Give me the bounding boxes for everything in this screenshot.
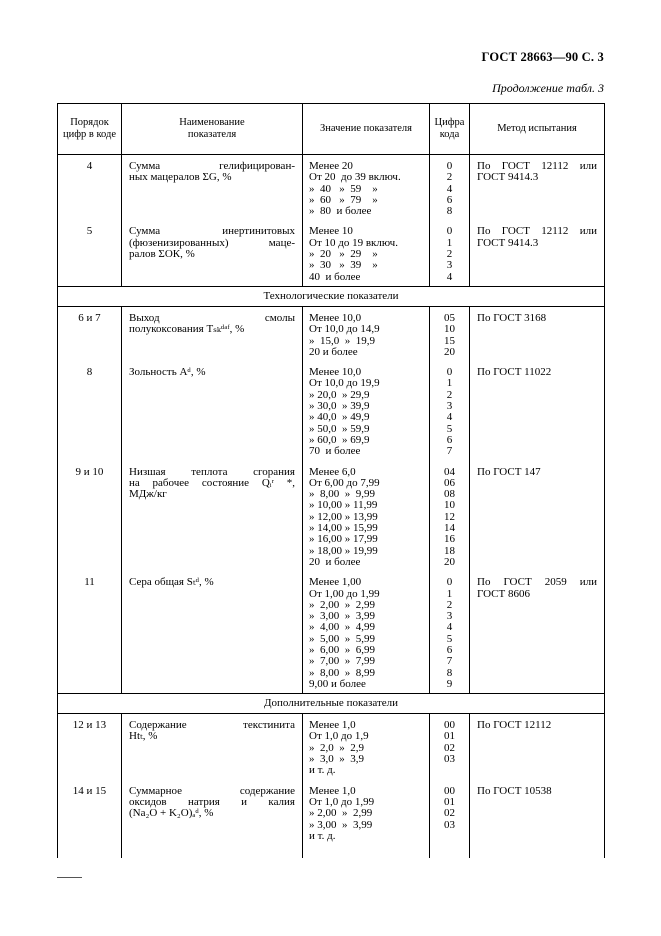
section-title: Дополнительные показатели	[58, 694, 605, 714]
code-digit-line: 9	[446, 677, 453, 690]
indicator-name-line: Низшая теплота сгорания	[129, 465, 295, 478]
test-method-line: По ГОСТ 10538	[477, 784, 552, 797]
indicator-value-line: » 8,00 » 9,99	[309, 488, 375, 501]
indicator-value-line: » 80 и более	[309, 205, 372, 218]
col-header-code-digit	[430, 104, 470, 155]
cell-indicator-name	[122, 780, 303, 858]
indicator-value-line: 20 и более	[309, 555, 361, 568]
col-header-code-order	[58, 104, 122, 155]
indicator-name-line: МДж/кг	[129, 488, 167, 501]
indicator-value-line: » 3,0 » 3,9	[309, 753, 364, 766]
table-row	[58, 780, 605, 858]
indicator-value-line: Менее 1,0	[309, 719, 356, 732]
cell-indicator-values	[303, 780, 430, 858]
code-digit-line: 04	[444, 465, 455, 478]
col-header-indicator-name	[122, 104, 303, 155]
col-header-test-method	[470, 104, 605, 155]
cell-code-digits	[430, 306, 470, 361]
code-digit-line: 0	[446, 160, 453, 172]
code-digit-line: 7	[446, 445, 453, 458]
indicator-value-line: » 15,0 » 19,9	[309, 334, 375, 347]
code-digit-line: 03	[444, 753, 455, 766]
cell-code-digits	[430, 220, 470, 286]
test-method-line: ГОСТ 8606	[477, 587, 530, 600]
cell-test-method	[470, 571, 605, 693]
code-digit-line: 0	[446, 225, 453, 238]
table-body	[58, 155, 605, 859]
doc-header: ГОСТ 28663—90 С. 3	[481, 50, 604, 64]
cell-code-order: 12 и 13	[58, 714, 122, 780]
code-digit-line: 1	[446, 377, 453, 390]
code-digit-line: 14	[444, 522, 455, 535]
code-digit-line: 2	[446, 388, 453, 401]
indicator-value-line: » 60 » 79 »	[309, 193, 378, 206]
indicator-value-line: От 1,0 до 1,9	[309, 730, 369, 743]
table-row	[58, 220, 605, 286]
code-digit-line: 0	[446, 366, 453, 379]
code-digit-line: 05	[444, 311, 455, 324]
code-digit-line: 20	[444, 555, 455, 568]
code-digit-line: 10	[444, 323, 455, 336]
cell-code-digits	[430, 571, 470, 693]
indicator-name-line: Htₜ, %	[129, 730, 158, 743]
code-digit-line: 08	[444, 488, 455, 501]
indicator-name-line: (фюзенизированных) маце-	[129, 236, 295, 249]
indicator-name-line: оксидов натрия и калия	[129, 795, 295, 808]
code-digit-line: 4	[446, 411, 453, 424]
indicator-value-line: » 2,0 » 2,9	[309, 741, 364, 754]
cell-indicator-values	[303, 155, 430, 221]
cell-code-order: 9 и 10	[58, 461, 122, 572]
code-digit-line: 06	[444, 476, 455, 489]
indicator-name-line: Выход смолы	[129, 311, 295, 324]
test-method-line: По ГОСТ 3168	[477, 311, 547, 324]
code-digit-line: 02	[444, 741, 455, 754]
cell-code-order: 8	[58, 361, 122, 460]
cell-indicator-name	[122, 461, 303, 572]
indicator-name-line: Суммарное содержание	[129, 784, 295, 797]
indicator-name-line: (Na₂O + K₂O)ₐᵈ, %	[129, 807, 214, 820]
indicator-value-line: » 2,00 » 2,99	[309, 807, 373, 820]
cell-indicator-values	[303, 306, 430, 361]
cell-code-digits	[430, 461, 470, 572]
code-digit-line: 4	[446, 621, 453, 634]
section-row	[58, 286, 605, 306]
table-row	[58, 461, 605, 572]
cell-test-method	[470, 361, 605, 460]
indicator-value-line: » 40,0 » 49,9	[309, 411, 370, 424]
indicator-value-line: Менее 1,0	[309, 784, 356, 797]
code-digit-line: 1	[446, 587, 453, 600]
table-row	[58, 571, 605, 693]
col-header-code-digit-label: Цифра кода	[434, 117, 465, 140]
code-digit-line: 3	[446, 259, 453, 272]
indicator-value-line: 70 и более	[309, 445, 361, 458]
code-digit-line: 2	[446, 598, 453, 611]
indicator-value-line: » 8,00 » 8,99	[309, 666, 375, 679]
cell-indicator-values	[303, 361, 430, 460]
code-digit-line: 8	[446, 666, 453, 679]
indicator-value-line: От 1,0 до 1,99	[309, 795, 375, 808]
indicator-value-line: Менее 10	[309, 225, 353, 238]
cell-indicator-name	[122, 306, 303, 361]
indicator-name-line: Сумма инертинитовых	[129, 225, 295, 238]
code-digit-line: 00	[444, 784, 455, 797]
test-method-line: По ГОСТ 12112 или	[477, 160, 597, 172]
cell-test-method	[470, 780, 605, 858]
col-header-indicator-value	[303, 104, 430, 155]
cell-indicator-name	[122, 571, 303, 693]
code-digit-line: 6	[446, 643, 453, 656]
cell-indicator-values	[303, 220, 430, 286]
indicator-value-line: Менее 1,00	[309, 576, 362, 589]
indicator-value-line: » 60,0 » 69,9	[309, 433, 370, 446]
indicator-value-line: » 2,00 » 2,99	[309, 598, 375, 611]
cell-code-digits	[430, 780, 470, 858]
indicator-value-line: Менее 10,0	[309, 366, 362, 379]
indicator-value-line: » 16,00 » 17,99	[309, 533, 378, 546]
code-digit-line: 0	[446, 576, 453, 589]
code-digit-line: 01	[444, 730, 455, 743]
indicator-name-line: на рабочее состояние Qᵢʳ *,	[129, 476, 295, 489]
cell-test-method	[470, 306, 605, 361]
cell-indicator-values	[303, 461, 430, 572]
indicator-value-line: 40 и более	[309, 270, 361, 283]
indicator-value-line: Менее 10,0	[309, 311, 362, 324]
cell-indicator-name	[122, 714, 303, 780]
indicator-value-line: » 5,00 » 5,99	[309, 632, 375, 645]
cell-code-order: 4	[58, 155, 122, 221]
code-digit-line: 2	[446, 171, 453, 184]
code-digit-line: 5	[446, 632, 453, 645]
indicator-name-line: ных мацералов ΣG, %	[129, 171, 232, 184]
indicator-value-line: » 12,00 » 13,99	[309, 510, 378, 523]
code-digit-line: 7	[446, 655, 453, 668]
table-row	[58, 155, 605, 221]
indicator-value-line: » 40 » 59 »	[309, 182, 378, 195]
indicator-value-line: От 10,0 до 14,9	[309, 323, 380, 336]
indicator-name-line: полукоксования Tₛₖᵈᵃᶠ, %	[129, 323, 245, 336]
cell-indicator-values	[303, 714, 430, 780]
table-row	[58, 361, 605, 460]
cell-indicator-name	[122, 220, 303, 286]
cell-indicator-name	[122, 361, 303, 460]
test-method-line: По ГОСТ 2059 или	[477, 576, 597, 589]
code-digit-line: 3	[446, 400, 453, 413]
cell-code-order: 14 и 15	[58, 780, 122, 858]
code-digit-line: 4	[446, 270, 453, 283]
table-continuation-label: Продолжение табл. 3	[492, 81, 604, 95]
indicator-value-line: От 10,0 до 19,9	[309, 377, 380, 390]
cell-indicator-values	[303, 571, 430, 693]
indicator-value-line: » 3,00 » 3,99	[309, 818, 373, 831]
cell-code-order: 5	[58, 220, 122, 286]
indicator-value-line: » 20,0 » 29,9	[309, 388, 370, 401]
section-row	[58, 694, 605, 714]
indicator-value-line: » 18,00 » 19,99	[309, 544, 378, 557]
indicator-value-line: От 20 до 39 включ.	[309, 171, 401, 184]
test-method-line: По ГОСТ 12112	[477, 719, 552, 732]
code-digit-line: 20	[444, 345, 455, 358]
code-digit-line: 3	[446, 610, 453, 623]
code-digit-line: 10	[444, 499, 455, 512]
col-header-test-method-label: Метод испытания	[497, 123, 577, 134]
code-digit-line: 03	[444, 818, 455, 831]
indicator-table	[57, 103, 605, 858]
indicator-value-line: » 6,00 » 6,99	[309, 643, 375, 656]
indicator-value-line: » 4,00 » 4,99	[309, 621, 375, 634]
code-digit-line: 00	[444, 719, 455, 732]
indicator-value-line: Менее 20	[309, 160, 353, 172]
cell-code-digits	[430, 361, 470, 460]
code-digit-line: 2	[446, 248, 453, 261]
cell-code-digits	[430, 714, 470, 780]
code-digit-line: 8	[446, 205, 453, 218]
indicator-name-line: Содержание текстинита	[129, 719, 295, 732]
indicator-value-line: и т. д.	[309, 829, 336, 842]
indicator-value-line: » 30 » 39 »	[309, 259, 378, 272]
header-row	[58, 104, 605, 155]
indicator-value-line: » 7,00 » 7,99	[309, 655, 375, 668]
cell-code-digits	[430, 155, 470, 221]
footnote-rule	[57, 877, 82, 878]
code-digit-line: 18	[444, 544, 455, 557]
code-digit-line: 6	[446, 193, 453, 206]
code-digit-line: 1	[446, 236, 453, 249]
indicator-value-line: 9,00 и более	[309, 677, 366, 690]
cell-test-method	[470, 461, 605, 572]
col-header-indicator-name-label: Наименование показателя	[179, 117, 245, 140]
cell-code-order: 11	[58, 571, 122, 693]
indicator-value-line: 20 и более	[309, 345, 358, 358]
indicator-value-line: » 10,00 » 11,99	[309, 499, 378, 512]
cell-test-method	[470, 220, 605, 286]
test-method-line: ГОСТ 9414.3	[477, 236, 539, 249]
code-digit-line: 15	[444, 334, 455, 347]
indicator-name-line: Зольность Аᵈ, %	[129, 366, 206, 379]
indicator-value-line: Менее 6,0	[309, 465, 356, 478]
indicator-value-line: и т. д.	[309, 764, 336, 777]
code-digit-line: 01	[444, 795, 455, 808]
code-digit-line: 02	[444, 807, 455, 820]
code-digit-line: 4	[446, 182, 453, 195]
test-method-line: По ГОСТ 11022	[477, 366, 552, 379]
col-header-indicator-value-label: Значение показателя	[320, 123, 412, 134]
indicator-value-line: От 10 до 19 включ.	[309, 236, 398, 249]
table-row	[58, 714, 605, 780]
table-head	[58, 104, 605, 155]
indicator-name-line: ралов ΣОК, %	[129, 248, 195, 261]
indicator-value-line: » 30,0 » 39,9	[309, 400, 370, 413]
indicator-value-line: » 50,0 » 59,9	[309, 422, 370, 435]
code-digit-line: 5	[446, 422, 453, 435]
indicator-value-line: » 20 » 29 »	[309, 248, 378, 261]
cell-code-order: 6 и 7	[58, 306, 122, 361]
test-method-line: По ГОСТ 12112 или	[477, 225, 597, 238]
indicator-value-line: » 14,00 » 15,99	[309, 522, 378, 535]
cell-indicator-name	[122, 155, 303, 221]
indicator-name-line: Сумма гелифицирован-	[129, 160, 295, 172]
table-row	[58, 306, 605, 361]
section-title: Технологические показатели	[58, 286, 605, 306]
code-digit-line: 6	[446, 433, 453, 446]
indicator-value-line: От 1,00 до 1,99	[309, 587, 380, 600]
cell-test-method	[470, 155, 605, 221]
indicator-value-line: » 3,00 » 3,99	[309, 610, 375, 623]
cell-test-method	[470, 714, 605, 780]
test-method-line: По ГОСТ 147	[477, 465, 541, 478]
indicator-value-line: От 6,00 до 7,99	[309, 476, 380, 489]
test-method-line: ГОСТ 9414.3	[477, 171, 539, 184]
code-digit-line: 12	[444, 510, 455, 523]
indicator-name-line: Сера общая Sₜᵈ, %	[129, 576, 214, 589]
code-digit-line: 16	[444, 533, 455, 546]
col-header-code-order-label: Порядок цифр в коде	[62, 117, 117, 140]
